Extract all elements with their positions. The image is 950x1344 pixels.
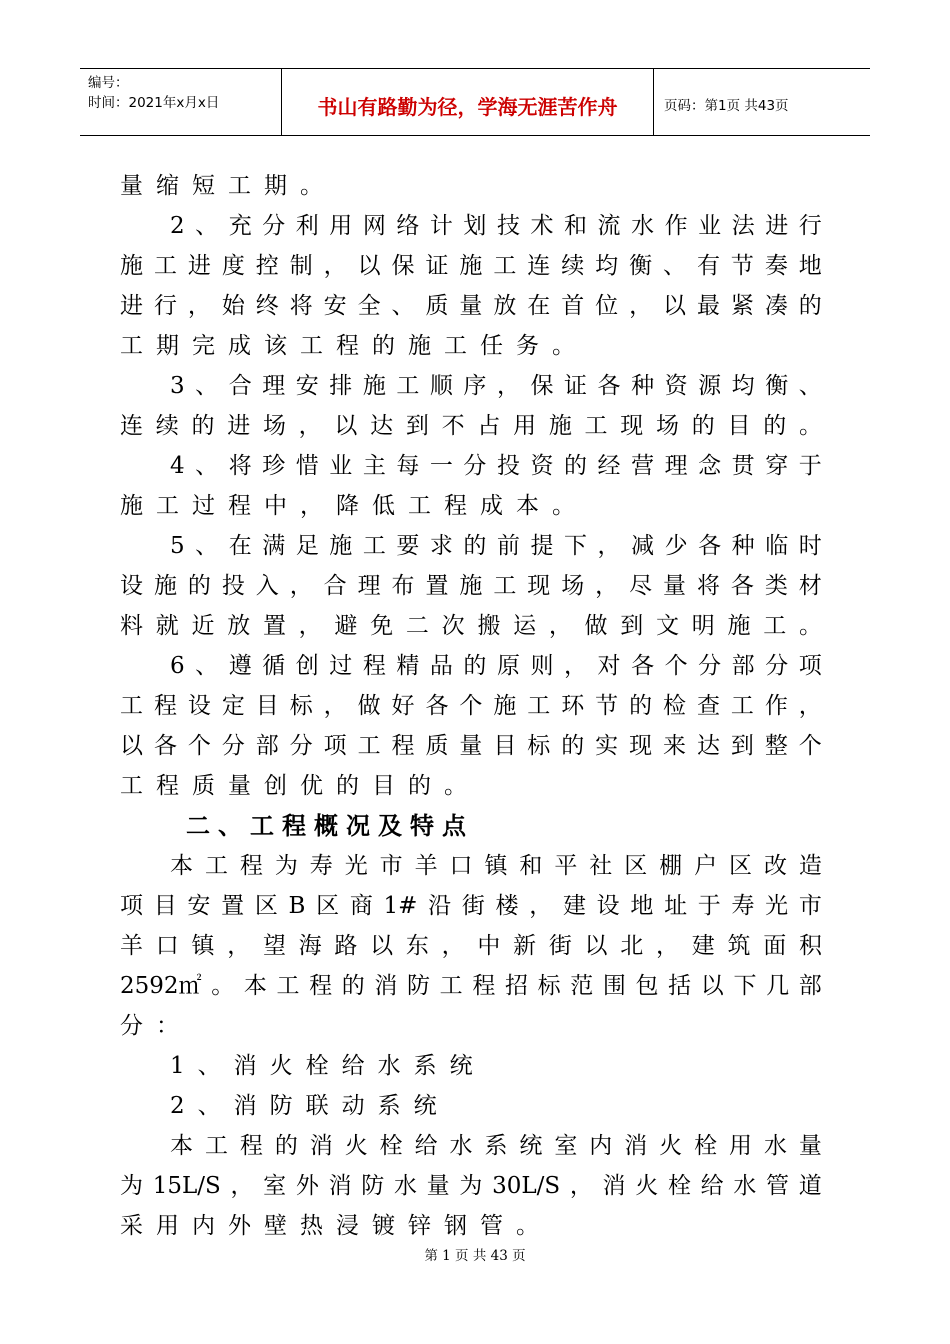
text-line: 以 各 个 分 部 分 项 工 程 质 量 目 标 的 实 现 来 达 到 整 个: [120, 733, 822, 759]
number-label: 编号：: [88, 75, 129, 91]
text-line: 量 缩 短 工 期 。: [120, 173, 323, 199]
text-line: 2592㎡ 。 本 工 程 的 消 防 工 程 招 标 范 围 包 括 以 下 几 部: [120, 973, 822, 999]
text-line: 项 目 安 置 区 B 区 商 1# 沿 街 楼 ， 建 设 地 址 于 寿 光 市: [120, 893, 822, 919]
header-motto: 书山有路勤为径，学海无涯苦作舟: [282, 69, 654, 135]
text-line: 羊 口 镇 ， 望 海 路 以 东 ， 中 新 街 以 北 ， 建 筑 面 积: [120, 933, 822, 959]
page-header: [80, 68, 870, 136]
header-meta: [80, 69, 282, 135]
text-line: 工 程 设 定 目 标 ， 做 好 各 个 施 工 环 节 的 检 查 工 作 ，: [120, 693, 822, 719]
text-line: 进 行 ， 始 终 将 安 全 、 质 量 放 在 首 位 ， 以 最 紧 凑 的: [120, 293, 822, 319]
text-line: 采 用 内 外 壁 热 浸 镀 锌 钢 管 。: [120, 1213, 539, 1239]
text-line: 4 、 将 珍 惜 业 主 每 一 分 投 资 的 经 营 理 念 贯 穿 于: [170, 453, 822, 479]
text-line: 施 工 过 程 中 ， 降 低 工 程 成 本 。: [120, 493, 575, 519]
text-line: 本 工 程 为 寿 光 市 羊 口 镇 和 平 社 区 棚 户 区 改 造: [170, 853, 822, 879]
text-line: 施 工 进 度 控 制 ， 以 保 证 施 工 连 续 均 衡 、 有 节 奏 地: [120, 253, 822, 279]
time-label: 时间：2021年x月x日: [88, 95, 220, 111]
text-line: 料 就 近 放 置 ， 避 免 二 次 搬 运 ， 做 到 文 明 施 工 。: [120, 613, 822, 639]
text-line: 工 程 质 量 创 优 的 目 的 。: [120, 773, 467, 799]
page-footer: 第 1 页 共 43 页: [424, 1248, 526, 1264]
text-line: 设 施 的 投 入 ， 合 理 布 置 施 工 现 场 ， 尽 量 将 各 类 材: [120, 573, 822, 599]
text-line: 工 期 完 成 该 工 程 的 施 工 任 务 。: [120, 333, 575, 359]
text-line: 3 、 合 理 安 排 施 工 顺 序 ， 保 证 各 种 资 源 均 衡 、: [170, 373, 822, 399]
text-line: 6 、 遵 循 创 过 程 精 品 的 原 则 ， 对 各 个 分 部 分 项: [170, 653, 822, 679]
text-line: 1 、 消 火 栓 给 水 系 统: [170, 1053, 473, 1079]
text-line: 分 ：: [120, 1013, 179, 1039]
text-line: 2 、 充 分 利 用 网 络 计 划 技 术 和 流 水 作 业 法 进 行: [170, 213, 822, 239]
section-heading: 二 、 工 程 概 况 及 特 点: [186, 812, 466, 840]
document-body: [120, 166, 822, 1246]
text-line: 本 工 程 的 消 火 栓 给 水 系 统 室 内 消 火 栓 用 水 量: [170, 1133, 822, 1159]
text-line: 5 、 在 满 足 施 工 要 求 的 前 提 下 ， 减 少 各 种 临 时: [170, 533, 822, 559]
text-line: 连 续 的 进 场 ， 以 达 到 不 占 用 施 工 现 场 的 目 的 。: [120, 413, 822, 439]
header-page-info: 页码：第1页 共43页: [664, 98, 789, 114]
text-line: 为 15L/S ， 室 外 消 防 水 量 为 30L/S ， 消 火 栓 给 水 管 道: [120, 1173, 822, 1199]
text-line: 2 、 消 防 联 动 系 统: [170, 1093, 437, 1119]
